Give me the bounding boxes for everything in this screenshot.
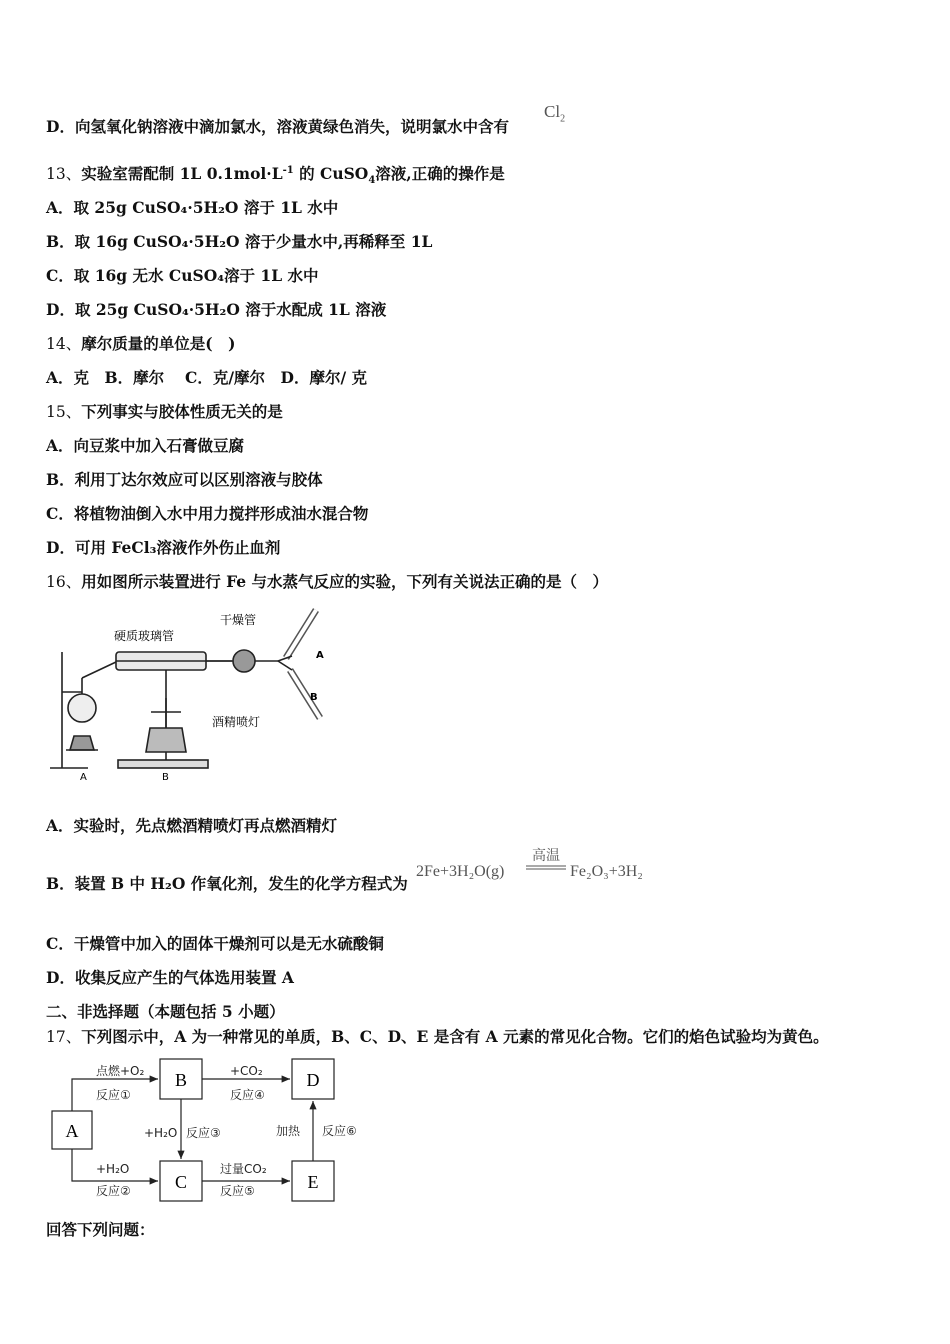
r4-label: 反应④ [230, 1088, 265, 1102]
box-b-label: B [174, 1070, 188, 1090]
label-alcohol-blowtorch: 酒精喷灯 [212, 715, 261, 729]
equation-left: 2Fe+3H₂O(g) [416, 863, 505, 880]
q16-option-b: B．装置 B 中 H₂O 作氧化剂，发生的化学方程式为 [46, 874, 408, 893]
reaction-diagram [46, 1055, 376, 1205]
r5-condition: 过量CO₂ [220, 1162, 267, 1176]
label-b-bottom: B [162, 772, 169, 782]
q15-option-d: D．可用 FeCl₃溶液作外伤止血剂 [46, 538, 281, 557]
r5-label: 反应⑤ [220, 1184, 255, 1198]
label-a-bottom: A [80, 772, 87, 782]
q13-option-b: B．取 16g CuSO₄·5H₂O 溶于少量水中,再稀释至 1L [46, 232, 433, 251]
q14-options: A．克 B．摩尔 C．克/摩尔 D．摩尔/ 克 [46, 368, 368, 387]
q13-stem: 13、实验室需配制 1L $0.1mol\cdot L^{-1}$ 的 CuSO$_4$溶液,正确的操作是 [46, 164, 505, 187]
label-tube-a: A [316, 650, 324, 661]
equation-condition: 高温 [532, 849, 560, 864]
r3-label: 反应③ [186, 1126, 221, 1140]
section-heading: 二、非选择题（本题包括 5 小题） [46, 1002, 285, 1021]
label-hard-glass-tube: 硬质玻璃管 [114, 629, 175, 643]
cl2-formula: $Cl_2$ [544, 102, 566, 125]
equation-right: Fe₂O₃+3H₂ [570, 863, 643, 880]
q14-stem: 14、摩尔质量的单位是( ) [46, 334, 236, 353]
label-drying-tube: 干燥管 [220, 613, 257, 627]
r2-condition: +H₂O [96, 1162, 130, 1176]
box-c-label: C [174, 1172, 188, 1192]
r2-label: 反应② [96, 1184, 131, 1198]
r1-label: 反应① [96, 1088, 131, 1102]
q16-option-c: C．干燥管中加入的固体干燥剂可以是无水硫酸铜 [46, 934, 384, 953]
q13-option-c: C．取 16g 无水 CuSO₄溶于 1L 水中 [46, 266, 319, 285]
r6-label: 反应⑥ [322, 1124, 357, 1138]
label-tube-b: B [310, 692, 318, 703]
q16-option-a: A．实验时，先点燃酒精喷灯再点燃酒精灯 [46, 816, 338, 835]
box-e-label: E [307, 1172, 319, 1192]
box-d-label: D [306, 1070, 320, 1090]
r6-condition: 加热 [276, 1124, 301, 1138]
q17-stem: 17、下列图示中，A 为一种常见的单质，B、C、D、E 是含有 A 元素的常见化合物。它们的焰色试验均为黄色。 [46, 1027, 829, 1046]
q15-option-c: C．将植物油倒入水中用力搅拌形成油水混合物 [46, 504, 369, 523]
q12-option-d: D．向氢氧化钠溶液中滴加氯水，溶液黄绿色消失，说明氯水中含有 [46, 117, 509, 136]
r1-condition: 点燃+O₂ [96, 1064, 145, 1078]
r4-condition: +CO₂ [230, 1064, 263, 1078]
q15-stem: 15、下列事实与胶体性质无关的是 [46, 402, 283, 421]
q13-option-d: D．取 25g CuSO₄·5H₂O 溶于水配成 1L 溶液 [46, 300, 387, 319]
reaction-equation [416, 846, 676, 886]
q13-option-a: A．取 25g CuSO₄·5H₂O 溶于 1L 水中 [46, 198, 339, 217]
q16-option-d: D．收集反应产生的气体选用装置 A [46, 968, 294, 987]
q15-option-a: A．向豆浆中加入石膏做豆腐 [46, 436, 245, 455]
q16-stem: 16、用如图所示装置进行 Fe 与水蒸气反应的实验，下列有关说法正确的是（ ） [46, 572, 609, 591]
apparatus-figure [46, 600, 346, 782]
q15-option-b: B．利用丁达尔效应可以区别溶液与胶体 [46, 470, 323, 489]
box-a-label: A [65, 1121, 79, 1141]
r3-condition: +H₂O [144, 1126, 178, 1140]
answer-prompt: 回答下列问题： [46, 1220, 155, 1239]
